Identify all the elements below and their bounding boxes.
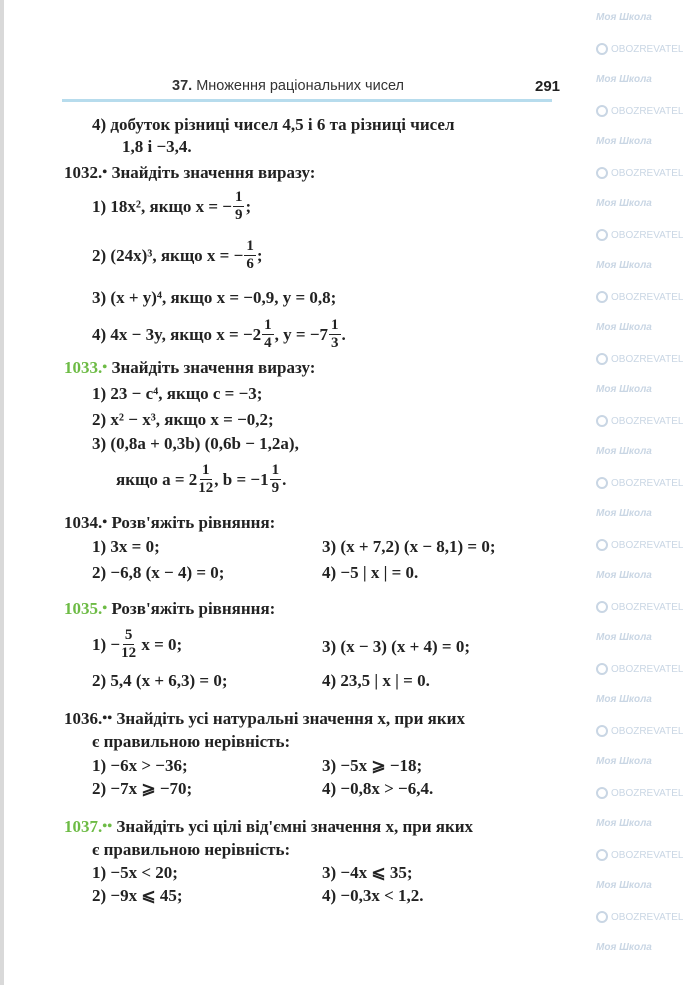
exercise-1033-item-3: 3) (0,8a + 0,3b) (0,6b − 1,2a),	[92, 434, 299, 453]
fraction	[262, 318, 274, 351]
watermark-brand: Моя Школа	[596, 446, 652, 457]
watermark	[596, 74, 652, 85]
watermark	[596, 880, 652, 891]
numerator: 1	[246, 238, 254, 254]
section-header	[172, 78, 404, 94]
section-number: 37.	[172, 78, 193, 94]
exercise-1035-heading	[64, 600, 275, 617]
watermark	[596, 570, 652, 581]
watermark	[596, 353, 683, 365]
watermark-brand: Моя Школа	[596, 322, 652, 333]
watermark-logo-icon	[596, 663, 608, 675]
exercise-number: 1033.	[64, 358, 103, 377]
exercise-1035-item-1	[92, 628, 182, 661]
watermark-brand: OBOZREVATEL	[611, 291, 683, 303]
denominator: 9	[234, 207, 243, 223]
exercise-1035-item-3: 3) (x − 3) (x + 4) = 0;	[322, 637, 471, 656]
item-text: 1) −	[92, 635, 121, 654]
exercise-1037-heading	[64, 818, 473, 835]
watermark-brand: OBOZREVATEL	[611, 725, 683, 737]
watermark-logo-icon	[596, 539, 608, 551]
watermark-brand: Моя Школа	[596, 384, 652, 395]
numerator: 1	[202, 462, 210, 478]
exercise-title: Знайдіть усі цілі від'ємні значення x, при яких	[116, 817, 474, 836]
exercise-1032-item-4	[92, 318, 346, 351]
exercise-1036-item-2: 2) −7x ⩾ −70;	[92, 779, 193, 798]
watermark-brand: Моя Школа	[596, 508, 652, 519]
watermark-logo-icon	[596, 167, 608, 179]
watermark-logo-icon	[596, 43, 608, 55]
difficulty-mark: •	[102, 359, 108, 376]
watermark-brand: Моя Школа	[596, 260, 652, 271]
fraction	[121, 628, 136, 661]
exercise-title: Розв'яжіть рівняння:	[111, 513, 276, 532]
exercise-1033-heading	[64, 359, 315, 376]
fraction	[198, 463, 213, 496]
watermark-logo-icon	[596, 477, 608, 489]
watermark-logo-icon	[596, 105, 608, 117]
watermark-brand: OBOZREVATEL	[611, 539, 683, 551]
watermark	[596, 229, 683, 241]
watermark	[596, 322, 652, 333]
exercise-1036-item-4: 4) −0,8x > −6,4.	[322, 779, 434, 798]
watermark	[596, 508, 652, 519]
watermark-brand: OBOZREVATEL	[611, 849, 683, 861]
denominator: 6	[246, 256, 254, 272]
exercise-1036-title-line-2: є правильною нерівність:	[92, 732, 291, 751]
denominator: 3	[331, 335, 339, 351]
page-number: 291	[535, 78, 561, 95]
difficulty-mark: ••	[102, 710, 113, 727]
exercise-1034-item-2: 2) −6,8 (x − 4) = 0;	[92, 563, 225, 582]
denominator: 12	[121, 645, 137, 661]
item-text: 4) 4x − 3y, якщо x = −2	[92, 325, 262, 344]
watermark-brand: Моя Школа	[596, 632, 652, 643]
prev-line-2: 1,8 і −3,4.	[122, 137, 192, 156]
watermark-brand: OBOZREVATEL	[611, 911, 683, 923]
fraction	[270, 463, 282, 496]
exercise-1037-item-3: 3) −4x ⩽ 35;	[322, 863, 413, 882]
watermark-brand: Моя Школа	[596, 756, 652, 767]
page-edge	[0, 0, 4, 985]
numerator: 5	[124, 627, 133, 643]
section-title: Множення раціональних чисел	[196, 78, 404, 94]
watermark	[596, 601, 683, 613]
difficulty-mark: •	[102, 600, 108, 617]
exercise-1032-heading	[64, 164, 315, 181]
watermark	[596, 477, 683, 489]
exercise-1034-item-4: 4) −5 | x | = 0.	[322, 563, 419, 582]
exercise-1032-item-2	[92, 239, 262, 272]
watermark-brand: Моя Школа	[596, 198, 652, 209]
watermark	[596, 105, 683, 117]
difficulty-mark: ••	[102, 818, 113, 835]
watermark-brand: OBOZREVATEL	[611, 415, 683, 427]
item-text: .	[282, 470, 287, 489]
watermark	[596, 198, 652, 209]
watermark	[596, 260, 652, 271]
watermark-brand: Моя Школа	[596, 136, 652, 147]
watermark-brand: OBOZREVATEL	[611, 105, 683, 117]
exercise-1037-title-line-2: є правильною нерівність:	[92, 840, 291, 859]
exercise-1033-item-1: 1) 23 − c⁴, якщо c = −3;	[92, 384, 263, 403]
watermark-brand: OBOZREVATEL	[611, 787, 683, 799]
numerator: 1	[234, 189, 243, 205]
fraction	[329, 318, 341, 351]
watermark-logo-icon	[596, 353, 608, 365]
watermark-brand: Моя Школа	[596, 12, 652, 23]
watermark	[596, 291, 683, 303]
watermark	[596, 787, 683, 799]
watermark	[596, 694, 652, 705]
item-text: ;	[245, 197, 252, 216]
item-text: 1) 18x², якщо x = −	[92, 197, 232, 216]
watermark	[596, 384, 652, 395]
exercise-1033-item-2: 2) x² − x³, якщо x = −0,2;	[92, 410, 274, 429]
watermark	[596, 942, 652, 953]
item-text: .	[341, 325, 346, 344]
denominator: 12	[198, 480, 214, 496]
watermark	[596, 415, 683, 427]
watermark	[596, 632, 652, 643]
watermark-logo-icon	[596, 415, 608, 427]
watermark	[596, 539, 683, 551]
exercise-number: 1034.	[64, 513, 103, 532]
fraction	[233, 190, 245, 223]
watermark-brand: OBOZREVATEL	[611, 167, 683, 179]
watermark-brand: Моя Школа	[596, 570, 652, 581]
denominator: 9	[271, 480, 280, 496]
watermark-logo-icon	[596, 291, 608, 303]
numerator: 1	[271, 462, 280, 478]
watermark-logo-icon	[596, 601, 608, 613]
watermark-brand: Моя Школа	[596, 74, 652, 85]
watermark-brand: OBOZREVATEL	[611, 477, 683, 489]
exercise-1032-item-1	[92, 190, 251, 223]
denominator: 4	[264, 335, 272, 351]
watermark	[596, 725, 683, 737]
exercise-number: 1036.	[64, 709, 103, 728]
item-text: , y = −7	[274, 325, 329, 344]
watermark	[596, 12, 652, 23]
watermark	[596, 849, 683, 861]
exercise-title: Знайдіть усі натуральні значення x, при яких	[116, 709, 465, 728]
item-text: якщо a = 2	[116, 470, 198, 489]
exercise-1036-item-1: 1) −6x > −36;	[92, 756, 188, 775]
watermark-brand: OBOZREVATEL	[611, 229, 683, 241]
exercise-1036-item-3: 3) −5x ⩾ −18;	[322, 756, 423, 775]
exercise-title: Знайдіть значення виразу:	[111, 358, 316, 377]
watermark-brand: Моя Школа	[596, 942, 652, 953]
exercise-1037-item-1: 1) −5x < 20;	[92, 863, 178, 882]
watermark-logo-icon	[596, 725, 608, 737]
watermark-logo-icon	[596, 911, 608, 923]
exercise-title: Розв'яжіть рівняння:	[111, 599, 276, 618]
exercise-1037-item-4: 4) −0,3x < 1,2.	[322, 886, 424, 905]
exercise-title: Знайдіть значення виразу:	[111, 163, 316, 182]
watermark	[596, 818, 652, 829]
watermark-brand: OBOZREVATEL	[611, 43, 683, 55]
watermark-brand: Моя Школа	[596, 694, 652, 705]
watermark-logo-icon	[596, 849, 608, 861]
exercise-number: 1037.	[64, 817, 103, 836]
exercise-1034-item-1: 1) 3x = 0;	[92, 537, 160, 556]
exercise-1032-item-3: 3) (x + y)⁴, якщо x = −0,9, y = 0,8;	[92, 288, 337, 307]
difficulty-mark: •	[102, 164, 108, 181]
watermark	[596, 911, 683, 923]
watermark-logo-icon	[596, 787, 608, 799]
header-rule	[62, 99, 552, 102]
exercise-1035-item-2: 2) 5,4 (x + 6,3) = 0;	[92, 671, 228, 690]
item-text: , b = −1	[214, 470, 269, 489]
exercise-1035-item-4: 4) 23,5 | x | = 0.	[322, 671, 430, 690]
watermark-brand: Моя Школа	[596, 880, 652, 891]
watermark	[596, 446, 652, 457]
watermark-brand: Моя Школа	[596, 818, 652, 829]
prev-line-1: 4) добуток різниці чисел 4,5 і 6 та різниці чисел	[92, 115, 455, 134]
fraction	[244, 239, 256, 272]
watermark	[596, 43, 683, 55]
item-text: 2) (24x)³, якщо x = −	[92, 246, 244, 265]
numerator: 1	[264, 317, 272, 333]
item-text: x = 0;	[141, 635, 183, 654]
watermark	[596, 167, 683, 179]
item-text: ;	[256, 246, 263, 265]
exercise-1034-item-3: 3) (x + 7,2) (x − 8,1) = 0;	[322, 537, 496, 556]
exercise-1037-item-2: 2) −9x ⩽ 45;	[92, 886, 183, 905]
watermark-brand: OBOZREVATEL	[611, 601, 683, 613]
exercise-number: 1032.	[64, 163, 103, 182]
numerator: 1	[331, 317, 339, 333]
exercise-1034-heading	[64, 514, 275, 531]
exercise-1036-heading	[64, 710, 465, 727]
watermark-logo-icon	[596, 229, 608, 241]
watermark	[596, 756, 652, 767]
watermark-brand: OBOZREVATEL	[611, 353, 683, 365]
difficulty-mark: •	[102, 514, 108, 531]
watermark-brand: OBOZREVATEL	[611, 663, 683, 675]
watermark	[596, 136, 652, 147]
exercise-number: 1035.	[64, 599, 103, 618]
watermark	[596, 663, 683, 675]
exercise-1033-item-3-condition	[116, 463, 286, 496]
